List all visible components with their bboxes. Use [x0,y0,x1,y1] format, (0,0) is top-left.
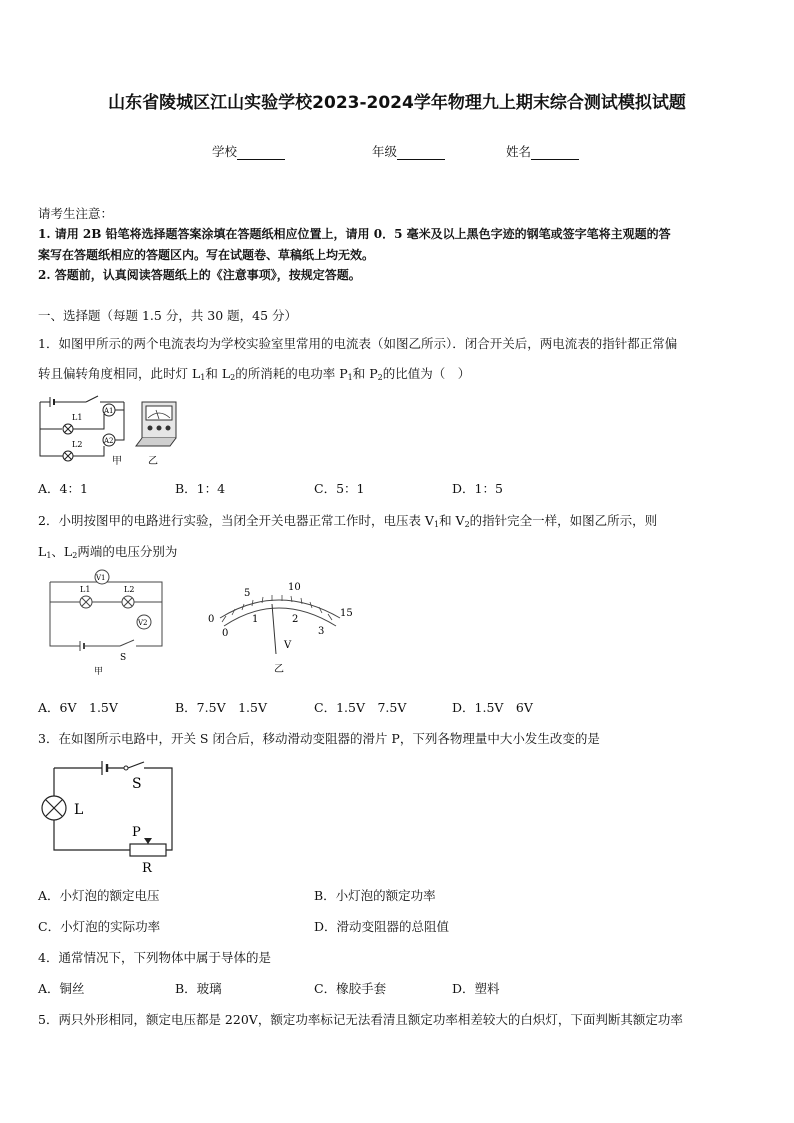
notice-item2: 2. 答题前，认真阅读答题纸上的《注意事项》，按规定答题。 [38,268,361,282]
label-jia: 甲 [112,456,122,467]
q4-option-d[interactable]: D．塑料 [452,981,500,996]
label-a2: A2 [104,437,114,445]
q3-option-a[interactable]: A．小灯泡的额定电压 [38,888,160,903]
page-title: 山东省陵城区江山实验学校2023-2024学年物理九上期末综合测试模拟试题 [108,93,686,113]
q1-option-a[interactable]: A．4：1 [38,481,88,496]
label-p: P [132,825,141,840]
label-r: R [142,861,152,876]
name-blank[interactable] [531,147,579,160]
rheostat-icon [130,844,166,856]
q2-voltmeter-scale-figure [200,576,360,676]
section-heading: 一、选择题（每题 1.5 分，共 30 题，45 分） [38,308,298,323]
scale-top-10: 10 [288,582,301,593]
grade-field [372,142,445,160]
notice-heading: 请考生注意： [38,206,114,221]
q4-option-c[interactable]: C．橡胶手套 [314,981,387,996]
q1-stem-line2: 转且偏转角度相同，此时灯 $L_1$和 $L_2$的所消耗的电功率 $P_1$和 $P_2$的比值为（ ） [38,366,471,382]
q3-option-c[interactable]: C．小灯泡的实际功率 [38,919,161,934]
switch-icon [128,762,144,768]
switch-icon [86,396,98,402]
label-yi: 乙 [148,456,158,467]
school-blank[interactable] [237,147,285,160]
label-l1: L1 [80,585,91,594]
q4-option-b[interactable]: B．玻璃 [175,981,222,996]
name-label: 姓名 [506,144,532,159]
q2-option-a[interactable]: A．6V 1.5V [38,700,118,715]
slider-arrow-icon [144,838,152,844]
scale-bottom-1: 1 [252,614,259,625]
q3-option-b[interactable]: B．小灯泡的额定功率 [314,888,436,903]
label-jia: 甲 [94,667,104,676]
label-v2: V2 [138,619,148,627]
name-field [506,142,579,160]
q1-option-c[interactable]: C．5：1 [314,481,365,496]
q3-circuit-figure [36,760,176,876]
q2-circuit-figure [44,566,174,676]
scale-top-15: 15 [340,608,353,619]
q1-option-d[interactable]: D．1：5 [452,481,503,496]
label-s: S [132,776,142,792]
q5-stem: 5．两只外形相同，额定电压都是 220V，额定功率标记无法看清且额定功率相差较大的白炽灯，下面判断其额定功率 [38,1012,683,1027]
label-l1: L1 [72,413,83,422]
label-l2: L2 [124,585,135,594]
q1-stem-line1: 1．如图甲所示的两个电流表均为学校实验室里常用的电流表（如图乙所示）．闭合开关后，两电流表的指针都正常偏 [38,336,678,351]
q2-option-b[interactable]: B．7.5V 1.5V [175,700,267,715]
q1-option-b[interactable]: B．1：4 [175,481,226,496]
q2-option-d[interactable]: D．1.5V 6V [452,700,533,715]
school-label: 学校 [212,144,238,159]
scale-bottom-2: 2 [292,614,299,625]
scale-bottom-0: 0 [222,628,229,639]
label-v1: V1 [96,574,106,582]
label-unit: V [284,640,292,651]
q2-option-c[interactable]: C．1.5V 7.5V [314,700,407,715]
label-l: L [74,802,84,818]
q4-stem: 4．通常情况下，下列物体中属于导体的是 [38,950,271,965]
q4-option-a[interactable]: A．铜丝 [38,981,85,996]
grade-label: 年级 [372,144,398,159]
notice-item1-line1: 1. 请用 2B 铅笔将选择题答案涂填在答题纸相应位置上，请用 0．5 毫米及以上黑色字迹的钢笔或签字笔将主观题的答 [38,227,671,241]
notice-item1-line2: 案写在答题纸相应的答题区内。写在试题卷、草稿纸上均无效。 [38,248,375,262]
label-s: S [120,653,127,663]
q2-stem-line2: $L_1$、$L_2$两端的电压分别为 [38,544,178,560]
label-l2: L2 [72,440,83,449]
scale-top-0: 0 [208,614,215,625]
q3-stem: 3．在如图所示电路中，开关 S 闭合后，移动滑动变阻器的滑片 P，下列各物理量中大小发生改变的是 [38,731,600,746]
label-a1: A1 [104,407,114,415]
switch-icon [120,640,134,646]
scale-bottom-3: 3 [318,626,325,637]
q1-circuit-figure [36,392,186,468]
needle-icon [272,604,276,654]
q3-option-d[interactable]: D．滑动变阻器的总阻值 [314,919,450,934]
label-yi: 乙 [274,664,284,675]
grade-blank[interactable] [397,147,445,160]
school-field [212,142,285,160]
q2-stem-line1: 2．小明按图甲的电路进行实验，当闭全开关电器正常工作时，电压表 $V_1$和 $V_2$的指针完全一样，如图乙所示，则 [38,513,658,529]
scale-top-5: 5 [244,588,251,599]
